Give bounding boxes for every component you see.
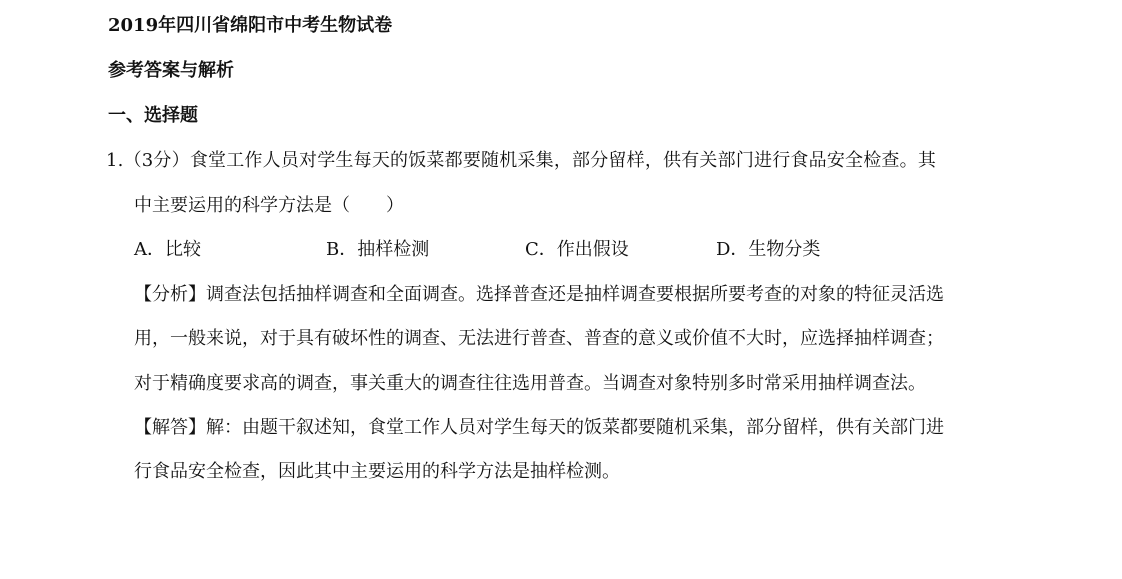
analysis-line: 用，一般来说，对于具有破坏性的调查、无法进行普查、普查的意义或价值不大时，应选择抽样调查；	[134, 328, 944, 349]
option-b: B．抽样检测	[326, 239, 430, 260]
answer-heading: 参考答案与解析	[108, 60, 234, 81]
option-c: C．作出假设	[525, 239, 629, 260]
analysis-line: 对于精确度要求高的调查，事关重大的调查往往选用普查。当调查对象特别多时常采用抽样调查法。	[134, 373, 926, 394]
section-heading: 一、选择题	[108, 105, 198, 126]
analysis-line: 【分析】调查法包括抽样调查和全面调查。选择普查还是抽样调查要根据所要考查的对象的特征灵活选	[134, 284, 944, 305]
solution-line: 【解答】解：由题干叙述知，食堂工作人员对学生每天的饭菜都要随机采集，部分留样，供有关部门进	[134, 417, 944, 438]
question-text-line: 中主要运用的科学方法是（ ）	[134, 195, 404, 216]
option-a: A．比较	[134, 239, 201, 260]
solution-line: 行食品安全检查，因此其中主要运用的科学方法是抽样检测。	[134, 461, 620, 482]
option-d: D．生物分类	[716, 239, 821, 260]
document-title: 2019年四川省绵阳市中考生物试卷	[108, 15, 393, 36]
question-text-line: 1.（3分）食堂工作人员对学生每天的饭菜都要随机采集，部分留样，供有关部门进行食品安全检查。其	[106, 150, 937, 171]
